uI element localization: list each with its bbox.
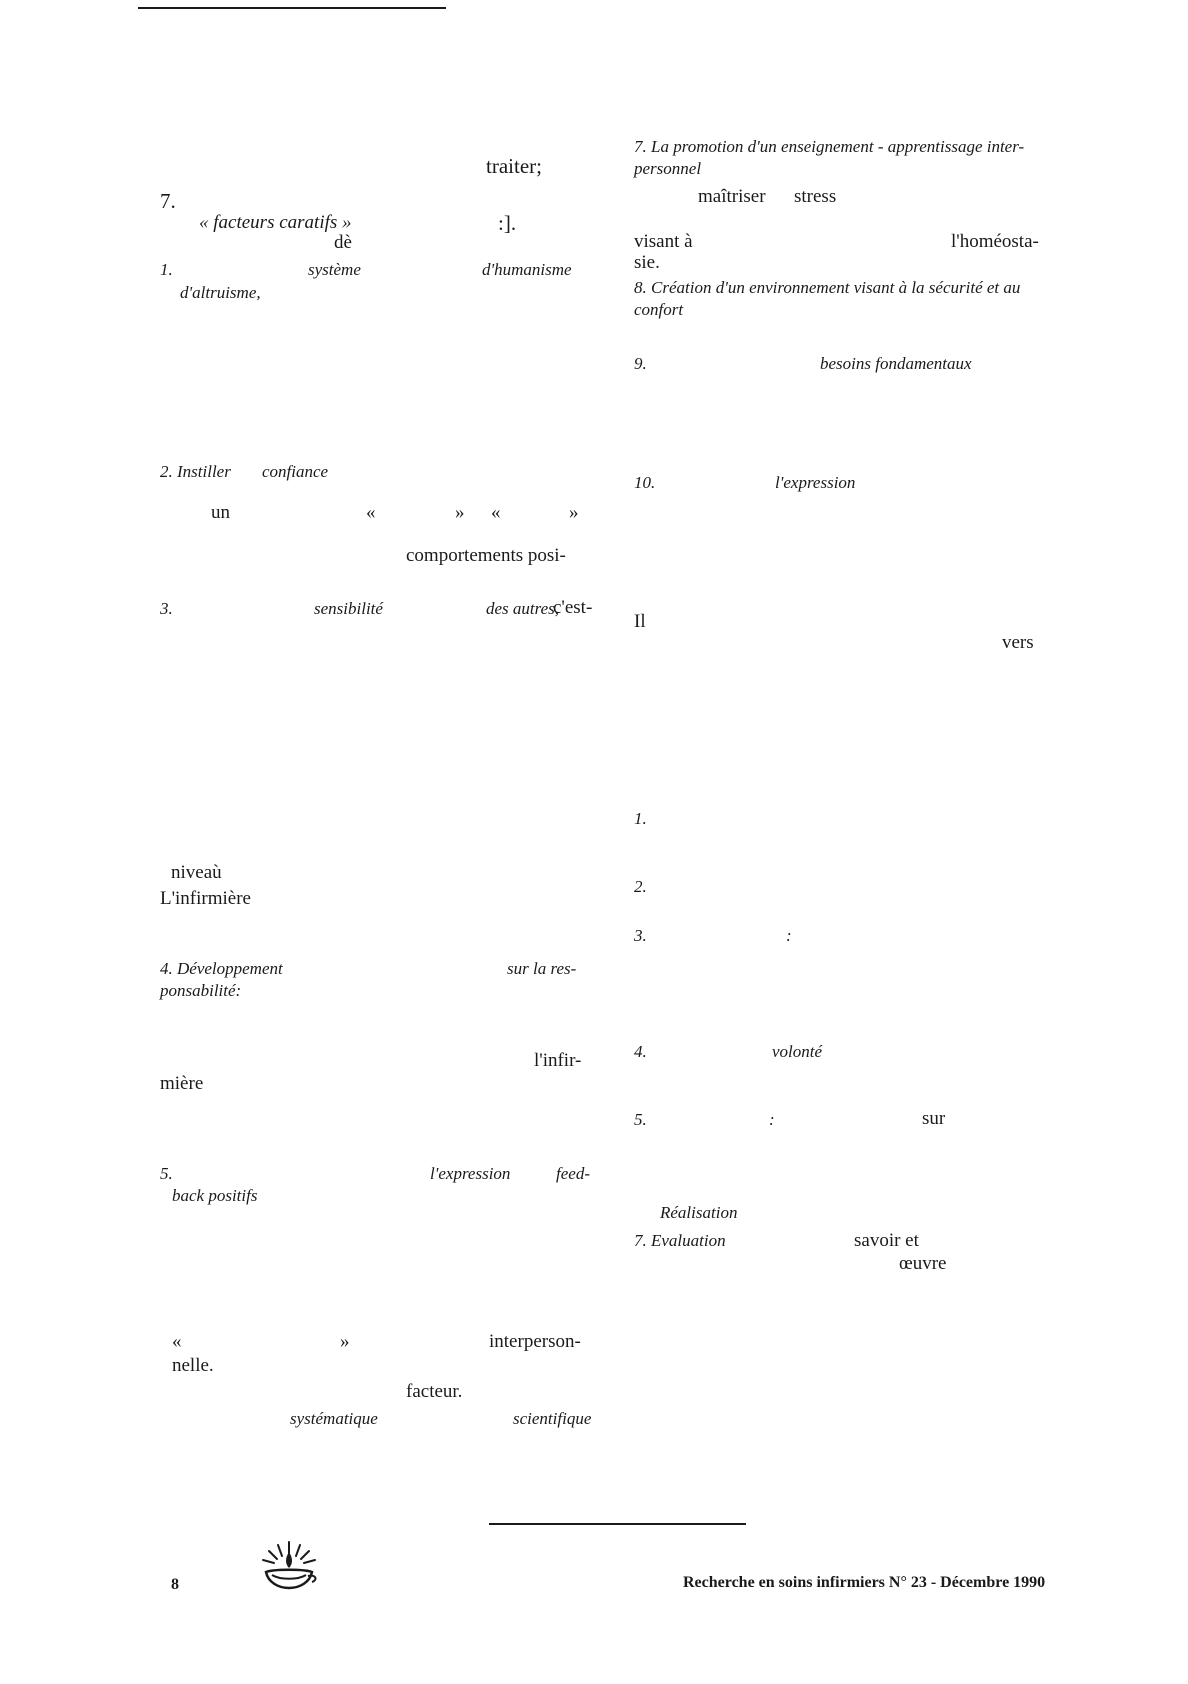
quote-mark: «	[172, 1331, 182, 1352]
text-fragment: stress	[794, 186, 837, 207]
item-number: 3.	[634, 926, 647, 945]
text-fragment: comportements posi-	[406, 545, 566, 566]
text-fragment: maîtriser	[698, 186, 766, 207]
text-fragment: traiter;	[486, 154, 542, 178]
text-fragment: :	[786, 926, 792, 945]
text-fragment: personnel	[634, 159, 702, 178]
item-heading: 7. Evaluation	[634, 1231, 726, 1250]
item-number: 1.	[160, 260, 173, 279]
item-heading: 7. La promotion d'un enseignement - apprentissage inter-	[634, 137, 1025, 156]
text-fragment: c'est-	[553, 597, 593, 618]
item-number: 3.	[160, 599, 173, 618]
text-fragment: vers	[1002, 632, 1034, 653]
quote-mark: »	[340, 1331, 350, 1352]
text-fragment: visant à	[634, 231, 693, 252]
text-fragment: interperson-	[489, 1331, 581, 1352]
text-fragment: systématique	[290, 1409, 378, 1428]
text-fragment: :	[769, 1110, 775, 1129]
text-fragment: back positifs	[172, 1186, 258, 1205]
item-heading: 4. Développement	[160, 959, 283, 978]
item-number: 10.	[634, 473, 656, 492]
text-fragment: L'infirmière	[160, 888, 251, 909]
quote-mark: «	[366, 502, 376, 523]
text-fragment: un	[211, 502, 230, 523]
text-fragment: sensibilité	[314, 599, 383, 618]
item-number: 9.	[634, 354, 647, 373]
text-fragment: confort	[634, 300, 684, 319]
text-fragment: feed-	[556, 1164, 590, 1183]
quote-mark: »	[455, 502, 465, 523]
text-fragment: d'humanisme	[482, 260, 572, 279]
quote-mark: »	[569, 502, 579, 523]
text-fragment: des autres,	[486, 599, 560, 618]
text-fragment: d'altruisme,	[180, 283, 261, 302]
text-fragment: sur	[922, 1108, 946, 1129]
text-fragment: :].	[498, 211, 517, 235]
text-fragment: mière	[160, 1073, 204, 1094]
item-heading: 2. Instiller	[160, 462, 231, 481]
text-fragment: scientifique	[513, 1409, 592, 1428]
text-fragment: ponsabilité:	[160, 981, 242, 1000]
quote-mark: «	[491, 502, 501, 523]
text-fragment: l'infir-	[534, 1050, 582, 1071]
item-number: 5.	[634, 1110, 647, 1129]
item-heading: 8. Création d'un environnement visant à la sécurité et au	[634, 278, 1021, 297]
text-fragment: Il	[634, 611, 646, 632]
journal-title: Recherche en soins infirmiers N° 23 - Décembre 1990	[683, 1574, 1046, 1591]
text-fragment: facteur.	[406, 1381, 463, 1402]
item-number: 5.	[160, 1164, 173, 1183]
page-number: 8	[171, 1576, 179, 1593]
text-fragment: Réalisation	[660, 1203, 738, 1222]
text-fragment: système	[308, 260, 361, 279]
text-fragment: dè	[334, 232, 352, 253]
text-fragment: sie.	[634, 252, 660, 273]
text-fragment: confiance	[262, 462, 329, 481]
item-number: 1.	[634, 809, 647, 828]
text-fragment: œuvre	[899, 1253, 947, 1274]
item-number: 7.	[160, 189, 176, 213]
text-fragment: l'expression	[775, 473, 856, 492]
text-fragment: besoins fondamentaux	[820, 354, 972, 373]
footnote-rule	[489, 1523, 746, 1525]
text-fragment: niveaù	[171, 862, 222, 883]
lamp-icon	[256, 1538, 322, 1594]
text-fragment: sur la res-	[507, 959, 577, 978]
text-fragment: savoir et	[854, 1230, 919, 1251]
text-fragment: nelle.	[172, 1355, 214, 1376]
text-fragment: « facteurs caratifs »	[199, 212, 352, 233]
text-fragment: volonté	[772, 1042, 823, 1061]
text-fragment: l'homéosta-	[951, 231, 1039, 252]
text-fragment: l'expression	[430, 1164, 511, 1183]
item-number: 4.	[634, 1042, 647, 1061]
item-number: 2.	[634, 877, 647, 896]
top-rule	[138, 7, 446, 9]
